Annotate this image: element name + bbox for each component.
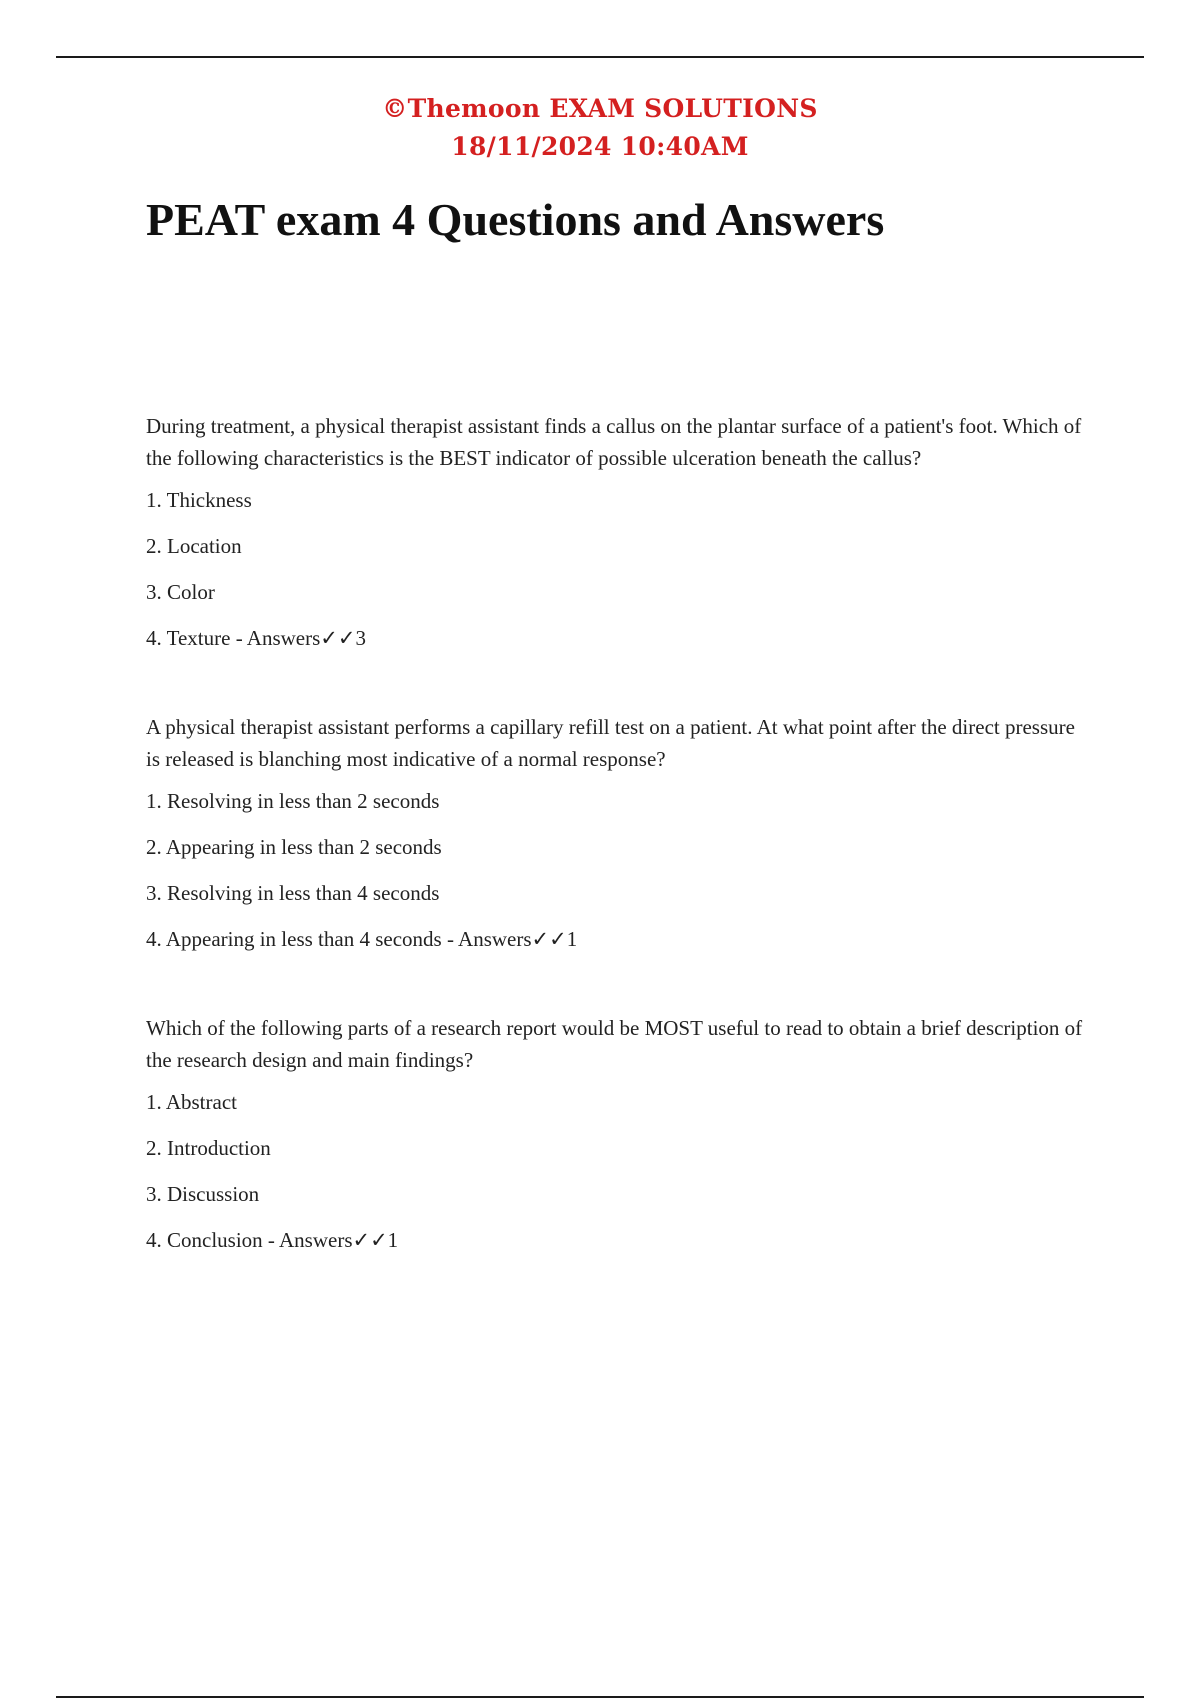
answer-option: 2. Appearing in less than 2 seconds [146,835,442,859]
answer-option: 1. Resolving in less than 2 seconds [146,789,440,813]
question-text: Which of the following parts of a research report would be MOST useful to read to obtain a brief description of the research design and main findings? [146,1016,1083,1072]
question-text: During treatment, a physical therapist assistant finds a callus on the plantar surface of a patient's foot. Which of the following characteristics is the BEST indicator of possible ulceration beneath the callus? [146,414,1082,470]
answer-option: 2. Location [146,534,242,558]
watermark-line-2: 18/11/2024 10:40AM [451,132,749,161]
answer-option: 3. Resolving in less than 4 seconds [146,881,440,905]
watermark-header [0,90,1200,166]
watermark-line-1: ©Themoon EXAM SOLUTIONS [382,94,818,123]
answer-option-with-key: 4. Conclusion - Answers✓✓1 [146,1228,399,1252]
questions-section [146,410,1086,1256]
answer-option: 1. Abstract [146,1090,237,1114]
answer-option: 3. Color [146,580,215,604]
answer-option: 2. Introduction [146,1136,271,1160]
question-text: A physical therapist assistant performs a capillary refill test on a patient. At what point after the direct pressure is released is blanching most indicative of a normal response? [146,715,1075,771]
question-block [146,711,1086,955]
question-block [146,410,1086,654]
answer-option-with-key: 4. Texture - Answers✓✓3 [146,626,366,650]
answer-option-with-key: 4. Appearing in less than 4 seconds - Answers✓✓1 [146,927,578,951]
answer-option: 1. Thickness [146,488,252,512]
page-title: PEAT exam 4 Questions and Answers [146,194,885,245]
answer-option: 3. Discussion [146,1182,260,1206]
top-rule [56,56,1144,58]
question-block [146,1012,1086,1256]
bottom-rule [56,1696,1144,1698]
